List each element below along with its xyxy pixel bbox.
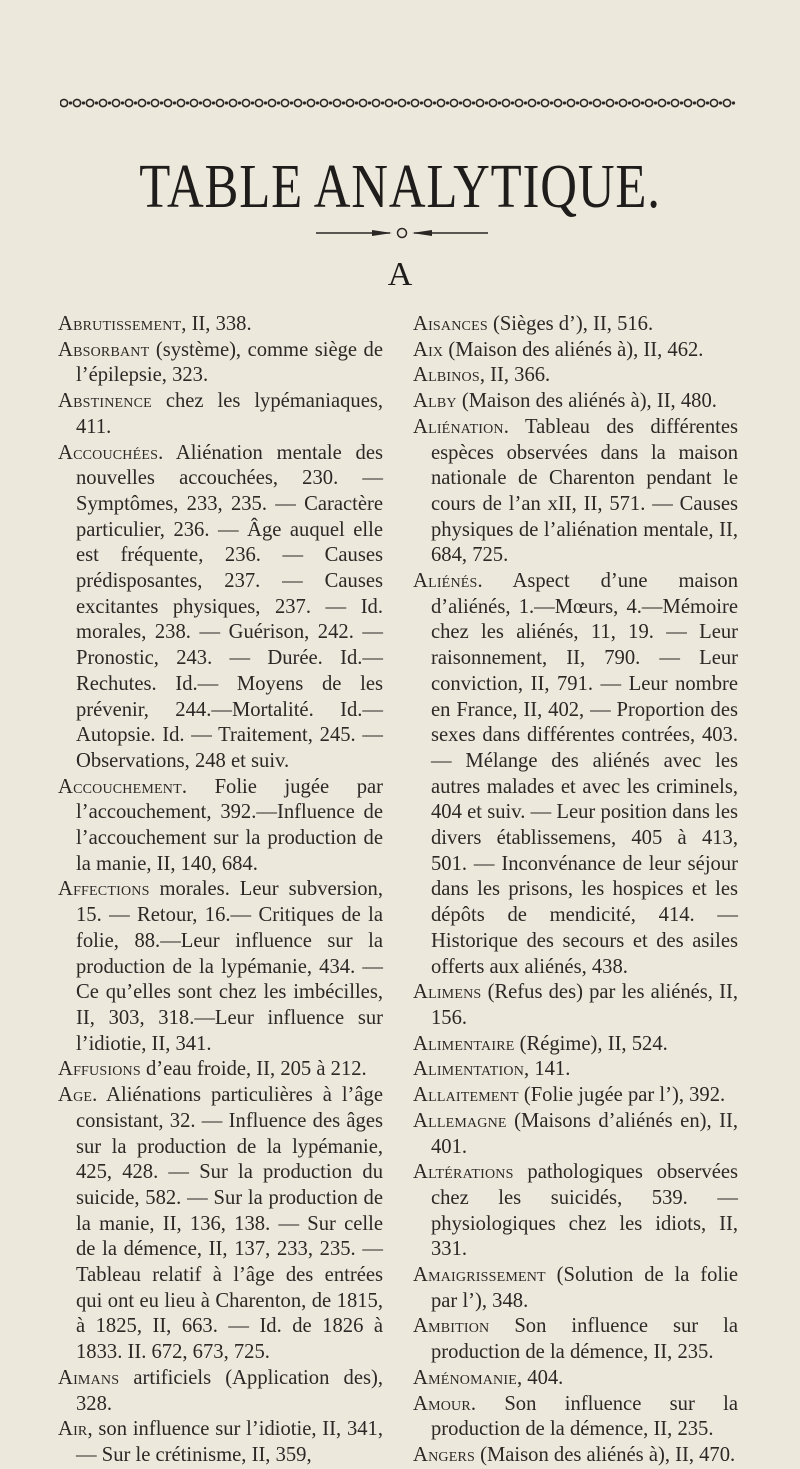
index-entry <box>413 1392 738 1443</box>
index-entry <box>413 1160 738 1263</box>
entry-text: , 404. <box>516 1366 564 1389</box>
entry-text: (Régime), II, 524. <box>514 1032 668 1055</box>
index-entry <box>413 312 738 338</box>
entry-text: . Aliénations particulières à l’âge consistant, 32. — Influence des âges sur la production de la lypémanie, 425, 428. — Sur la production du suicide, 582. — Sur la production de la manie, II, 136, 138. — Sur celle de la démence, II, 137, 233, 235. — Tableau relatif à l’âge des entrées qui ont eu lieu à Charenton, de 1815, à 1825, II, 663. — Id. de 1826 à 1833. II. 672, 673, 725. <box>76 1084 383 1364</box>
entry-text: (Refus des) par les aliénés, II, 156. <box>431 981 738 1029</box>
entry-text: , II, 366. <box>479 364 551 387</box>
entry-headword: Alby <box>413 390 457 413</box>
index-entry <box>413 1366 738 1392</box>
entry-headword: Accouchées <box>58 441 159 464</box>
entry-text: , II, 338. <box>181 313 252 335</box>
index-entry <box>58 312 383 338</box>
entry-text: . Tableau des différentes espèces observées dans la maison nationale de Charenton pendant le cours de l’an xII, II, 571. — Causes physiques de l’aliénation mentale, II, 684, 725. <box>431 415 738 567</box>
index-entry <box>413 363 738 389</box>
index-entry <box>58 1083 383 1366</box>
entry-headword: Aliénés <box>413 570 478 593</box>
entry-headword: Aliénation <box>413 415 504 438</box>
entry-headword: Abstinence <box>58 390 152 413</box>
entry-text: , son influence sur l’idiotie, II, 341, — Sur le crétinisme, II, 359, <box>76 1418 383 1466</box>
entry-text: artificiels (Application des), 328. <box>76 1366 383 1415</box>
index-entry <box>413 338 738 364</box>
index-entry <box>413 1263 738 1314</box>
entry-headword: Affusions <box>58 1058 141 1081</box>
entry-headword: Abrutissement <box>58 313 182 335</box>
index-entry <box>58 441 383 775</box>
entry-text: Son influence sur la production de la démence, II, 235. <box>431 1315 738 1364</box>
entry-headword: Aix <box>413 338 444 361</box>
entry-headword: Age <box>58 1084 93 1107</box>
entry-text: pathologiques observées chez les suicidés, 539. — physiologiques chez les idiots, II, 331. <box>431 1161 738 1261</box>
entry-headword: Angers <box>413 1443 475 1466</box>
entry-headword: Alimens <box>413 981 482 1004</box>
entry-headword: Amour <box>413 1392 471 1415</box>
entry-headword: Aménomanie <box>413 1366 517 1389</box>
section-letter: A <box>387 256 413 293</box>
entry-text: . Aspect d’une maison d’aliénés, 1.—Mœurs, 4.—Mémoire chez les aliénés, 11, 19. — Leur raisonnement, II, 790. — Leur conviction, II, 791. — Leur nombre en France, II, 402, — Proportion des sexes dans différentes contrées, 403. — Mélange des aliénés avec les autres malades et avec les criminels, 404 et suiv. — Leur position dans les divers établissemens, 405 à 413, 501. — Inconvénance de leur séjour dans les prisons, les hospices et les dépôts de mendicité, 414. — Historique des secours et des asiles offerts aux aliénés, 438. <box>431 570 738 978</box>
index-entry <box>413 1109 738 1160</box>
entry-headword: Allaitement <box>413 1084 519 1107</box>
entry-text: . Folie jugée par l’accouchement, 392.—Influence de l’accouchement sur la production de la manie, II, 140, 684. <box>76 775 383 875</box>
entry-text: morales. Leur subversion, 15. — Retour, 16.— Critiques de la folie, 88.—Leur influence sur la production de la lypémanie, 434. — Ce qu’elles sont chez les imbécilles, II, 303, 318.—Leur influence sur l’idiotie, II, 341. <box>76 878 383 1055</box>
entry-headword: Alimentaire <box>413 1032 515 1055</box>
entry-text: . Son influence sur la production de la démence, II, 235. <box>431 1392 738 1441</box>
index-entry <box>413 415 738 569</box>
index-entry <box>58 338 383 389</box>
entry-text: , 141. <box>524 1058 571 1081</box>
entry-text: (système), comme siège de l’épilepsie, 323. <box>76 338 383 387</box>
index-entry <box>413 980 738 1031</box>
entry-headword: Affections <box>58 878 150 901</box>
entry-text: (Sièges d’), II, 516. <box>487 313 654 335</box>
entry-text: (Maison des aliénés à), II, 480. <box>456 390 717 413</box>
entry-text: (Maison des aliénés à), II, 462. <box>443 338 704 361</box>
title-divider-ornament <box>312 226 492 240</box>
entry-headword: Aimans <box>58 1366 120 1389</box>
entry-headword: Aisances <box>413 313 488 335</box>
entry-headword: Altérations <box>413 1161 514 1184</box>
index-entry <box>413 389 738 415</box>
index-entry <box>413 1443 738 1469</box>
entry-headword: Absorbant <box>58 338 150 361</box>
entry-headword: Allemagne <box>413 1109 507 1132</box>
index-entry <box>58 389 383 440</box>
top-ornament-band <box>60 94 740 112</box>
index-entry <box>413 1057 738 1083</box>
entry-headword: Ambition <box>413 1315 490 1338</box>
index-column-left <box>58 312 383 1469</box>
index-entry <box>58 1417 383 1468</box>
index-entry <box>58 877 383 1057</box>
index-entry <box>58 1057 383 1083</box>
entry-headword: Air <box>58 1418 88 1441</box>
index-entry <box>413 1083 738 1109</box>
entry-text: (Folie jugée par l’), 392. <box>518 1084 726 1107</box>
entry-text: (Maison des aliénés à), II, 470. <box>474 1443 736 1466</box>
entry-text: d’eau froide, II, 205 à 212. <box>140 1058 367 1081</box>
entry-headword: Albinos <box>413 364 480 387</box>
entry-text: (Solution de la folie par l’), 348. <box>431 1264 738 1312</box>
index-column-right <box>413 312 738 1469</box>
entry-headword: Amaigrissement <box>413 1264 546 1287</box>
index-entry <box>58 775 383 878</box>
index-entry <box>413 1032 738 1058</box>
entry-text: chez les lypémaniaques, 411. <box>76 390 383 438</box>
page-title: TABLE ANALYTIQUE. <box>139 153 661 221</box>
index-entry <box>413 1314 738 1365</box>
entry-text: . Aliénation mentale des nouvelles accouchées, 230. — Symptômes, 233, 235. — Caractère particulier, 236. — Âge auquel elle est fréquente, 236. — Causes prédisposantes, 237. — Causes excitantes physiques, 237. — Id. morales, 238. — Guérison, 242. — Pronostic, 243. — Durée. Id.— Rechutes. Id.— Moyens de les prévenir, 244.—Mortalité. Id.— Autopsie. Id. — Traitement, 245. — Observations, 248 et suiv. <box>76 441 383 772</box>
entry-headword: Accouchement <box>58 775 182 798</box>
entry-text: (Maisons d’aliénés en), II, 401. <box>431 1109 738 1158</box>
index-entry <box>413 569 738 980</box>
entry-headword: Alimentation <box>413 1058 525 1081</box>
index-entry <box>58 1366 383 1417</box>
